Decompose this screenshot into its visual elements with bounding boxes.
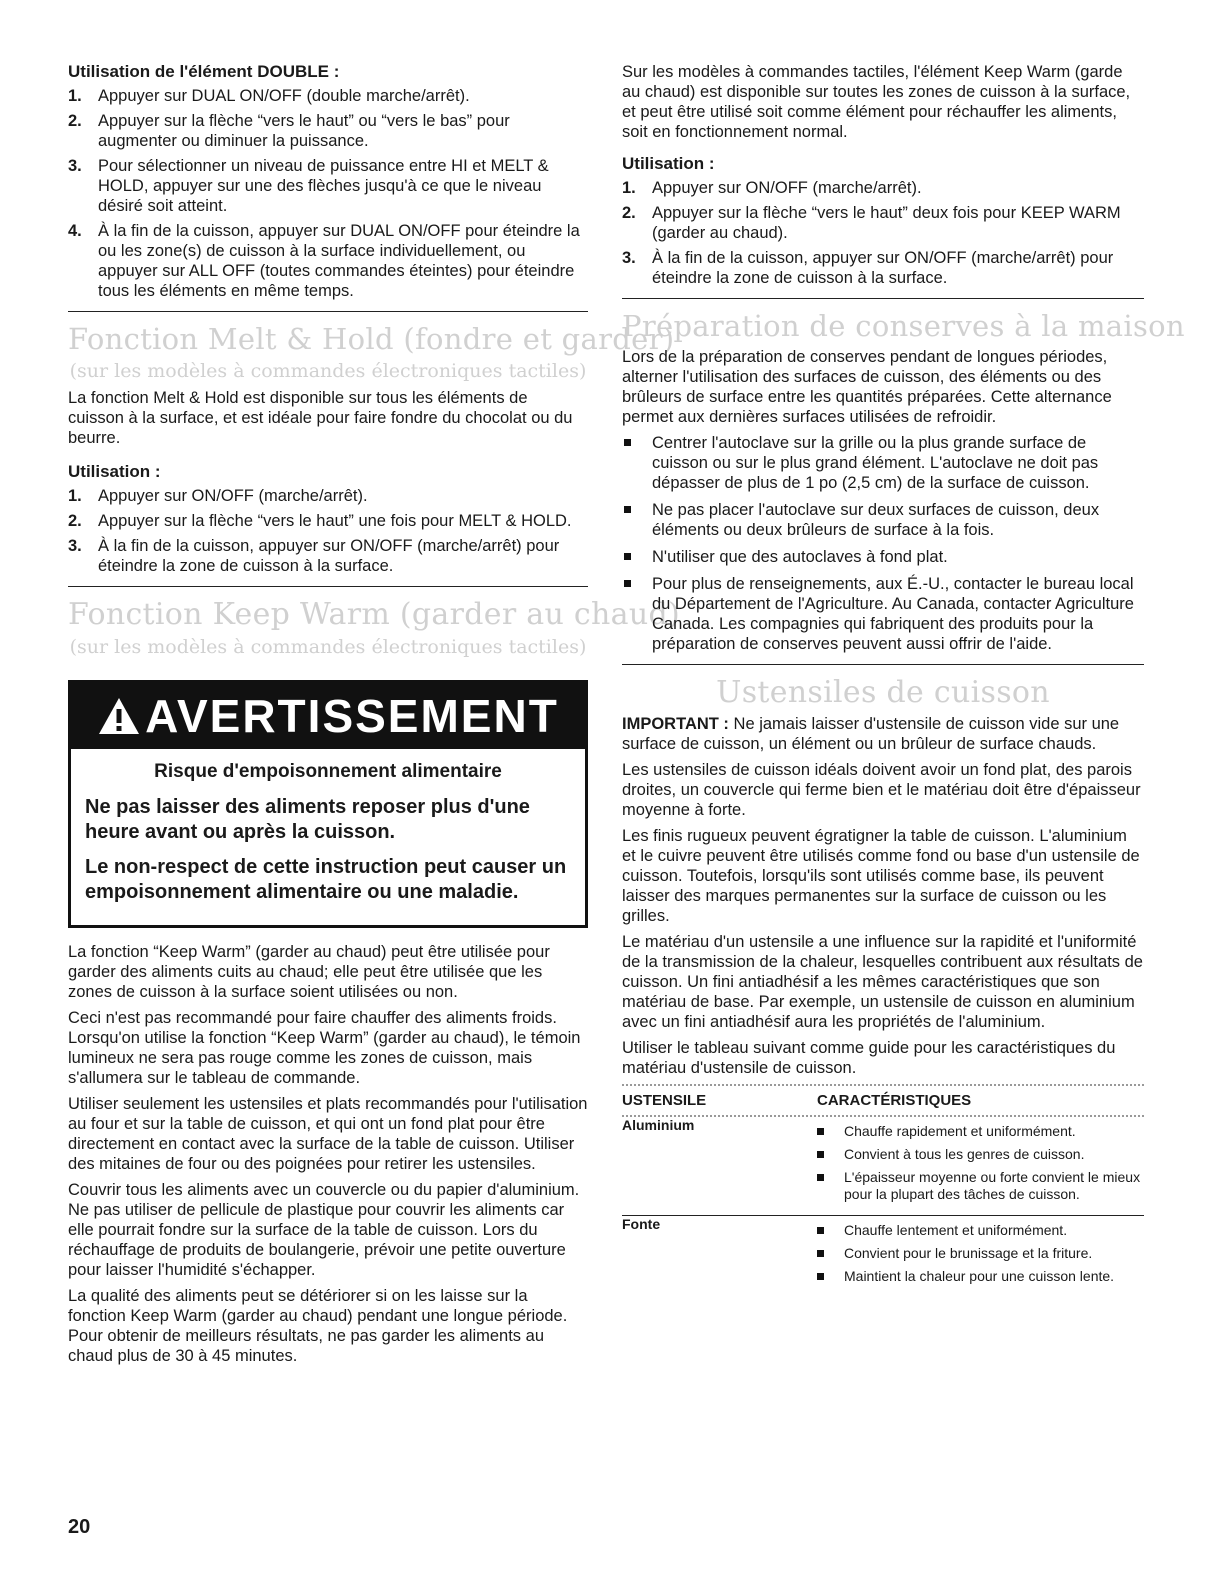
cookware-paragraph: Le matériau d'un ustensile a une influence sur la rapidité et l'uniformité de la transmission de la chaleur, lesquelles contribuent aux résultats de cuisson. Un fini antiadhésif a les mêmes caractéristiques que son matériau de base. Par exemple, un ustensile de cuisson en aluminium avec un fini antiadhésif aura les propriétés de l'aluminium. [622,933,1143,1031]
column-header: CARACTÉRISTIQUES [817,1092,972,1109]
list-item: Centrer l'autoclave sur la grille ou la plus grande surface de cuisson ou sur le plus grand élément. L'autoclave ne doit pas dépasser de plus de 1 po (2,5 cm) de la surface de cuisson. [622,433,1144,493]
keep-warm-paragraph: Couvrir tous les aliments avec un couvercle ou du papier d'aluminium. Ne pas utiliser de pellicule de plastique pour couvrir les aliments car elle pourrait fondre sur la surface de la table de cuisson. Lors du réchauffage de produits de boulangerie, prévoir une petite ouverture pour laisser l'humidité s'échapper. [68,1181,580,1279]
melt-hold-title: Fonction Melt & Hold (fondre et garder) [68,322,675,356]
right-column [622,62,1185,1297]
list-item: 3. Pour sélectionner un niveau de puissance entre HI et MELT & HOLD, appuyer sur une des flèches jusqu'à ce que le niveau désiré soit atteint. [68,157,549,215]
divider [622,298,1144,299]
bullet-square-icon [817,1174,824,1181]
table-header-row [622,1090,1144,1115]
divider [622,664,1144,665]
divider [68,586,588,587]
table-row: Aluminium Chauffe rapidement et uniformément. Convient à tous les genres de cuisson. L'épaisseur moyenne ou forte convient le mieux pour la plupart des tâches de cuisson. [622,1117,1144,1216]
list-item: 2. Appuyer sur la flèche “vers le haut” une fois pour MELT & HOLD. [68,512,572,530]
left-column [68,62,680,1372]
melt-usage-heading: Utilisation : [68,462,161,481]
list-item: 1. Appuyer sur DUAL ON/OFF (double marche/arrêt). [68,87,470,105]
table-row: Fonte Chauffe lentement et uniformément. Convient pour le brunissage et la friture. Maintient la chaleur pour une cuisson lente. [622,1216,1144,1298]
list-item: 3. À la fin de la cuisson, appuyer sur ON/OFF (marche/arrêt) pour éteindre la zone de cuisson à la surface. [68,537,560,575]
cookware-paragraph: Les finis rugueux peuvent égratigner la table de cuisson. L'aluminium et le cuivre peuvent être utilisés comme fond ou base d'un ustensile de cuisson. Toutefois, lorsqu'ils sont utilisés comme base, ils peuvent laisser des marques permanentes sur la surface de cuisson ou les grilles. [622,827,1140,925]
canning-bullets [622,433,1144,654]
column-header: USTENSILE [622,1092,707,1109]
list-item: Convient pour le brunissage et la friture. [817,1245,1144,1262]
list-item: Chauffe rapidement et uniformément. [817,1123,1144,1140]
list-item: 1. Appuyer sur ON/OFF (marche/arrêt). [622,179,922,197]
list-item: L'épaisseur moyenne ou forte convient le mieux pour la plupart des tâches de cuisson. [817,1169,1144,1203]
cookware-paragraph: Les ustensiles de cuisson idéals doivent avoir un fond plat, des parois droites, un couvercle qui ferme bien et le matériau doit être d'épaisseur moyenne à forte. [622,761,1141,819]
warning-line-2: Le non-respect de cette instruction peut causer un empoisonnement alimentaire ou une maladie. [85,856,567,903]
keep-warm-usage-heading: Utilisation : [622,154,715,173]
melt-hold-subtitle: (sur les modèles à commandes électroniques tactiles) [69,360,587,382]
canning-title: Préparation de conserves à la maison [622,309,1185,343]
bullet-square-icon [817,1227,824,1234]
list-item: 1. Appuyer sur ON/OFF (marche/arrêt). [68,487,368,505]
warning-risk: Risque d'empoisonnement alimentaire [154,761,502,782]
cookware-title: Ustensiles de cuisson [716,675,1050,710]
list-item: Pour plus de renseignements, aux É.-U., contacter le bureau local du Département de l'Agriculture. Au Canada, contacter Agriculture Canada. Les compagnies qui fabriquent des produits pour la préparation de conserves peuvent aussi offrir de l'aide. [622,574,1144,654]
melt-hold-intro: La fonction Melt & Hold est disponible sur tous les éléments de cuisson à la surface, et est idéale pour faire fondre du chocolat ou du beurre. [68,389,573,447]
keep-warm-subtitle: (sur les modèles à commandes électroniques tactiles) [69,636,587,658]
keep-warm-intro: Sur les modèles à commandes tactiles, l'élément Keep Warm (garde au chaud) est disponible sur toutes les zones de cuisson à la surface, et peut être utilisé soit comme élément pour réchauffer les aliments, soit en fonctionnement normal. [622,63,1131,141]
canning-intro: Lors de la préparation de conserves pendant de longues périodes, alterner l'utilisation des surfaces de cuisson, des éléments ou des brûleurs de surface entre les quantités préparées. Cette alternance permet aux dernières surfaces utilisées de refroidir. [622,348,1112,426]
bullet-square-icon [624,553,631,560]
warning-box [68,680,588,928]
warning-triangle-icon [97,696,141,736]
list-item: 4. À la fin de la cuisson, appuyer sur DUAL ON/OFF pour éteindre la ou les zone(s) de cuisson à la surface individuellement, ou appuyer sur ALL OFF (toutes commandes éteintes) pour éteindre tous les éléments en même temps. [68,222,580,300]
keep-warm-paragraph: La fonction “Keep Warm” (garder au chaud) peut être utilisée pour garder des aliments cuits au chaud; elle peut être utilisée que les zones de cuisson à la surface soient utilisées ou non. [68,943,550,1001]
double-steps [68,86,588,301]
list-item: 2. Appuyer sur la flèche “vers le haut” deux fois pour KEEP WARM (garder au chaud). [622,204,1121,242]
cookware-important: IMPORTANT : Ne jamais laisser d'ustensile de cuisson vide sur une surface de cuisson, un élément ou un brûleur de surface chauds. [622,715,1120,753]
keep-warm-steps [622,178,1144,288]
bullet-square-icon [817,1273,824,1280]
bullet-square-icon [624,580,631,587]
melt-steps [68,486,588,576]
divider [68,311,588,312]
keep-warm-title: Fonction Keep Warm (garder au chaud) [68,597,680,632]
bullet-square-icon [817,1250,824,1257]
cookware-paragraph: Utiliser le tableau suivant comme guide pour les caractéristiques du matériau d'ustensile de cuisson. [622,1039,1116,1077]
cookware-table [622,1090,1144,1297]
list-item: Maintient la chaleur pour une cuisson lente. [817,1268,1144,1285]
keep-warm-paragraph: Ceci n'est pas recommandé pour faire chauffer des aliments froids. Lorsqu'on utilise la fonction “Keep Warm” (garder au chaud), le témoin lumineux ne sera pas rouge comme les zones de cuisson, mais s'allumera sur le tableau de commande. [68,1009,581,1087]
list-item: Chauffe lentement et uniformément. [817,1222,1144,1239]
bullet-square-icon [817,1128,824,1135]
warning-line-1: Ne pas laisser des aliments reposer plus d'une heure avant ou après la cuisson. [85,796,530,843]
list-item: Convient à tous les genres de cuisson. [817,1146,1144,1163]
table-top-rule [622,1084,1144,1086]
list-item: 2. Appuyer sur la flèche “vers le haut” ou “vers le bas” pour augmenter ou diminuer la puissance. [68,112,510,150]
keep-warm-paragraph: La qualité des aliments peut se détériorer si on les laisse sur la fonction Keep Warm (garder au chaud) pendant une longue période. Pour obtenir de meilleurs résultats, ne pas garder les aliments au chaud plus de 30 à 45 minutes. [68,1287,568,1365]
double-heading: Utilisation de l'élément DOUBLE : [68,62,340,81]
warning-header: AVERTISSEMENT [71,683,585,749]
list-item: 3. À la fin de la cuisson, appuyer sur ON/OFF (marche/arrêt) pour éteindre la zone de cuisson à la surface. [622,249,1114,287]
list-item: Ne pas placer l'autoclave sur deux surfaces de cuisson, deux éléments ou deux brûleurs de surface à la fois. [622,500,1144,540]
list-item: N'utiliser que des autoclaves à fond plat. [622,547,1144,567]
bullet-square-icon [624,439,631,446]
page-number: 20 [68,1516,91,1538]
bullet-square-icon [817,1151,824,1158]
bullet-square-icon [624,506,631,513]
keep-warm-paragraph: Utiliser seulement les ustensiles et plats recommandés pour l'utilisation au four et sur la table de cuisson, et qui ont un fond plat pour être directement en contact avec la surface de la table de cuisson. Utiliser des mitaines de four ou des poignées pour retirer les ustensiles. [68,1095,588,1173]
